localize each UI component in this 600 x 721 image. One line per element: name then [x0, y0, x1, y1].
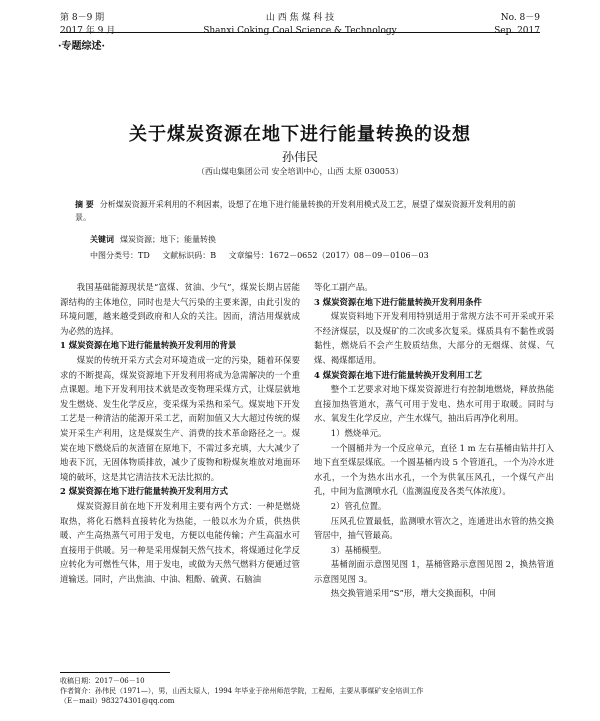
- document-code: 文献标识码：B: [162, 251, 217, 260]
- classification-line: [90, 250, 439, 261]
- header-rule: [60, 32, 540, 33]
- body-paragraph: 煤炭资源目前在地下开发利用主要有两个方式：一种是燃烧取热，将化石燃料直接转化为热能，一般以水为介质，供热供暖、产生高热蒸气可用于发电，方便以电能传输；产生高温水可直接用于供暖。另一种是采用煤制天然气技术，将煤通过化学反应转化为可燃性气体，用于发电，或做为天然气燃料方便通过管道输送。同时，产出焦油、中油、粗酚、硫黄、石脑油: [60, 500, 300, 584]
- author-affiliation: （西山煤电集团公司 安全培训中心，山西 太原 030053）: [196, 167, 404, 176]
- footnote-rule: [60, 672, 170, 673]
- body-paragraph: 我国基础能源现状是“富煤、贫油、少气”，煤炭长期占居能源结构的主体地位，同时也是大气污染的主要来源，由此引发的环境问题，越来越受到政府和人众的关注。因而，清洁用煤就成为必然的选择。: [60, 282, 300, 336]
- footnote: [60, 676, 540, 706]
- body-column-right: [314, 280, 554, 601]
- header-right: [494, 12, 540, 38]
- body-paragraph: 煤炭的传统开采方式会对环境造成一定的污染，随着环保要求的不断提高，煤炭资源地下开发利用将成为急需解决的一个重点课题。地下开发利用技术就是改变物理采煤方式，让煤层就地发生燃烧、发生化学反应，变采煤为采热和采气。煤炭地下开发工艺是一种清洁的能源开采工艺，而附加值又大大超过传统的煤炭开采生产利用，这是煤炭生产、消费的技术革命路径之一。煤炭在地下燃烧后的灰渣留在原地下，不需过多充填，大大减少了地表下沉，无固体物质排放，减少了废物和粉煤灰堆放对地面环境的破坏，这是其它清洁技术无法比拟的。: [60, 354, 300, 482]
- keywords: [90, 234, 216, 245]
- body-paragraph: 基桶剖面示意图见图 1，基桶管路示意图见图 2，换热管道示意图见图 3。: [314, 559, 554, 584]
- section-tag: ·专题综述·: [58, 41, 105, 52]
- keywords-text: 煤炭资源；地下；能量转换: [120, 235, 216, 244]
- article-author: 孙伟民: [281, 150, 318, 164]
- section-heading: 3 煤炭资源在地下进行能量转换开发利用条件: [314, 296, 482, 307]
- clc-number: 中图分类号：TD: [90, 251, 150, 260]
- body-paragraph: 一个圆桶并为一个反应单元，直径 1 m 左右基桶由钻井打入地下直至煤层煤底。一个圆基桶内设 5 个管道孔，一个为冷水进水孔，一个为热水出水孔，一个为供氧压风孔，一个煤气产出孔，中间为监测喷水孔（监测温度及各类气体浓度）。: [314, 442, 554, 497]
- author-bio: 作者简介：孙伟民（1971—），男，山西太原人，1994 年毕业于徐州师范学院，工程师，主要从事煤矿安全培训工作: [60, 687, 424, 695]
- article-number: 文章编号：1672－0652（2017）08－09－0106－03: [228, 251, 429, 260]
- issue-number-en: No. 8－9: [500, 13, 540, 23]
- body-paragraph: 3）基桶模型。: [330, 544, 387, 555]
- section-heading: 1 煤炭资源在地下进行能量转换开发利用的背景: [60, 340, 237, 351]
- body-paragraph: 2）管孔位置。: [330, 500, 387, 511]
- body-paragraph: 热交换管道采用“S”形，增大交换面积，中间: [330, 588, 496, 599]
- section-heading: 4 煤炭资源在地下进行能量转换开发利用工艺: [314, 369, 482, 380]
- author-email: （E－mail）983274301@qq.com: [60, 697, 175, 705]
- abstract-text: 分析煤炭资源开采利用的不利因素，设想了在地下进行能量转换的开发利用模式及工艺，展望了煤炭资源开发利用的前景。: [75, 200, 516, 222]
- header-center: [60, 12, 540, 38]
- journal-name-en: Shanxi Coking Coal Science & Technology: [203, 26, 397, 36]
- received-date: 收稿日期：2017－06－10: [60, 677, 145, 685]
- body-paragraph: 煤炭资料地下开发利用特别适用于常规方法不可开采或开采不经济煤层，以及煤矿的二次或多次复采。煤质具有不黏性或弱黏性，燃烧后不会产生胶质结焦，大部分的无烟煤、贫煤、气煤、褐煤都适用。: [314, 311, 554, 365]
- body-paragraph: 1）燃烧单元。: [330, 427, 387, 438]
- abstract: [75, 198, 525, 224]
- article-title: 关于煤炭资源在地下进行能量转换的设想: [129, 124, 471, 145]
- body-column-left: [60, 280, 300, 586]
- issue-date: 2017 年 9 月: [60, 26, 116, 36]
- page-header: [60, 12, 540, 42]
- abstract-label: 摘 要: [75, 199, 94, 209]
- body-paragraph: 压风孔位置最低，监测喷水管次之，连通进出水管的热交换管居中，抽气管最高。: [314, 515, 554, 541]
- section-heading: 2 煤炭资源在地下进行能量转换开发利用方式: [60, 486, 228, 497]
- journal-name-cn: 山 西 焦 煤 科 技: [265, 13, 335, 23]
- body-paragraph: 等化工副产品。: [314, 282, 373, 292]
- issue-number: 第 8－9 期: [60, 13, 105, 23]
- body-paragraph: 整个工艺要求对地下煤炭资源进行有控制地燃烧，释放热能直接加热管道水，蒸气可用于发电、热水可用于取暖。同时与水、氧发生化学反应，产生水煤气，抽出后再净化利用。: [314, 384, 554, 424]
- issue-date-en: Sep. 2017: [494, 26, 540, 36]
- keywords-label: 关键词: [90, 234, 114, 244]
